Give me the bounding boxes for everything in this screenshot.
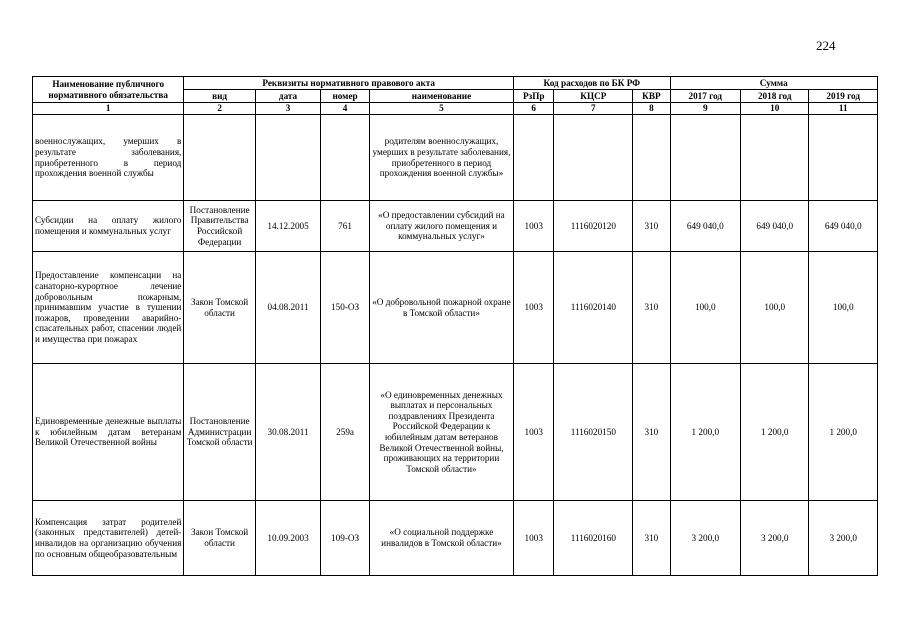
- column-number: 4: [321, 103, 370, 115]
- act-date: 10.09.2003: [255, 501, 320, 576]
- table-row: [33, 501, 878, 576]
- act-title: «О добровольной пожарной охране в Томской области»: [369, 252, 513, 364]
- column-number: 11: [809, 103, 878, 115]
- table-row: [33, 252, 878, 364]
- act-title: «О предоставлении субсидий на оплату жилого помещения и коммунальных услуг»: [369, 201, 513, 252]
- table-row: [33, 201, 878, 252]
- act-number: 150-ОЗ: [321, 252, 370, 364]
- obligation-name: Компенсация затрат родителей (законных представителей) детей-инвалидов на организацию обучения по основным общеобразовательным: [33, 501, 184, 576]
- obligation-name: Субсидии на оплату жилого помещения и коммунальных услуг: [33, 201, 184, 252]
- sum-2018: 649 040,0: [741, 201, 809, 252]
- code-rzpr: 1003: [514, 364, 554, 501]
- act-title: родителям военнослужащих, умерших в результате заболевания, приобретенного в период прохождения военной службы»: [369, 115, 513, 201]
- obligation-name: Единовременные денежные выплаты к юбилейным датам ветеранам Великой Отечественной войны: [33, 364, 184, 501]
- act-number: 259а: [321, 364, 370, 501]
- code-kcsr: 1116020120: [554, 201, 633, 252]
- act-type: Закон Томской области: [184, 252, 256, 364]
- page-number: 224: [816, 38, 836, 53]
- sum-2017: 100,0: [670, 252, 740, 364]
- header-act-details: Реквизиты нормативного правового акта: [184, 77, 514, 90]
- header-2019: 2019 год: [809, 90, 878, 103]
- sum-2019: 1 200,0: [809, 364, 878, 501]
- code-kvr: 310: [633, 364, 670, 501]
- obligation-name: Предоставление компенсации на санаторно-курортное лечение добровольным пожарным, принимавшим участие в тушении пожаров, проведении аварийно-спасательных работ, спасении людей и имущества при пожарах: [33, 252, 184, 364]
- column-number: 3: [255, 103, 320, 115]
- column-number: 8: [633, 103, 670, 115]
- header-rzpr: РзПр: [514, 90, 554, 103]
- code-kvr: 310: [633, 201, 670, 252]
- column-number: 5: [369, 103, 513, 115]
- code-kcsr: [554, 115, 633, 201]
- sum-2018: [741, 115, 809, 201]
- sum-2019: [809, 115, 878, 201]
- code-kcsr: 1116020140: [554, 252, 633, 364]
- sum-2017: 1 200,0: [670, 364, 740, 501]
- table-row: [33, 364, 878, 501]
- column-number: 2: [184, 103, 256, 115]
- code-kcsr: 1116020150: [554, 364, 633, 501]
- sum-2019: 100,0: [809, 252, 878, 364]
- header-kvr: КВР: [633, 90, 670, 103]
- act-date: 30.08.2011: [255, 364, 320, 501]
- code-kvr: 310: [633, 501, 670, 576]
- sum-2018: 100,0: [741, 252, 809, 364]
- obligation-name: военнослужащих, умерших в результате заболевания, приобретенного в период прохождения военной службы: [33, 115, 184, 201]
- column-number: 9: [670, 103, 740, 115]
- sum-2019: 649 040,0: [809, 201, 878, 252]
- act-date: 04.08.2011: [255, 252, 320, 364]
- column-number: 7: [554, 103, 633, 115]
- sum-2018: 1 200,0: [741, 364, 809, 501]
- act-number: 761: [321, 201, 370, 252]
- sum-2017: [670, 115, 740, 201]
- header-type: вид: [184, 90, 256, 103]
- sum-2019: 3 200,0: [809, 501, 878, 576]
- code-rzpr: [514, 115, 554, 201]
- act-type: Постановление Администрации Томской области: [184, 364, 256, 501]
- column-number: 10: [741, 103, 809, 115]
- column-numbers-row: [33, 103, 878, 115]
- header-date: дата: [255, 90, 320, 103]
- code-rzpr: 1003: [514, 501, 554, 576]
- header-kcsr: КЦСР: [554, 90, 633, 103]
- act-date: 14.12.2005: [255, 201, 320, 252]
- code-kcsr: 1116020160: [554, 501, 633, 576]
- code-kvr: [633, 115, 670, 201]
- column-number: 1: [33, 103, 184, 115]
- act-number: [321, 115, 370, 201]
- header-row-1: [33, 77, 878, 90]
- act-title: «О социальной поддержке инвалидов в Томской области»: [369, 501, 513, 576]
- header-budget-code: Код расходов по БК РФ: [514, 77, 671, 90]
- act-type: Закон Томской области: [184, 501, 256, 576]
- act-type: Постановление Правительства Российской Федерации: [184, 201, 256, 252]
- act-date: [255, 115, 320, 201]
- act-number: 109-ОЗ: [321, 501, 370, 576]
- act-title: «О единовременных денежных выплатах и персональных поздравлениях Президента Российской Федерации к юбилейным датам ветеранов Великой Отечественной войны, проживающих на территории Томской области»: [369, 364, 513, 501]
- header-2018: 2018 год: [741, 90, 809, 103]
- header-2017: 2017 год: [670, 90, 740, 103]
- header-sum: Сумма: [670, 77, 877, 90]
- table-row: [33, 115, 878, 201]
- sum-2017: 649 040,0: [670, 201, 740, 252]
- obligations-table: [32, 76, 878, 576]
- sum-2017: 3 200,0: [670, 501, 740, 576]
- code-kvr: 310: [633, 252, 670, 364]
- code-rzpr: 1003: [514, 252, 554, 364]
- header-number: номер: [321, 90, 370, 103]
- sum-2018: 3 200,0: [741, 501, 809, 576]
- act-type: [184, 115, 256, 201]
- header-title: наименование: [369, 90, 513, 103]
- header-obligation-name: Наименование публичного нормативного обязательства: [33, 77, 184, 103]
- column-number: 6: [514, 103, 554, 115]
- code-rzpr: 1003: [514, 201, 554, 252]
